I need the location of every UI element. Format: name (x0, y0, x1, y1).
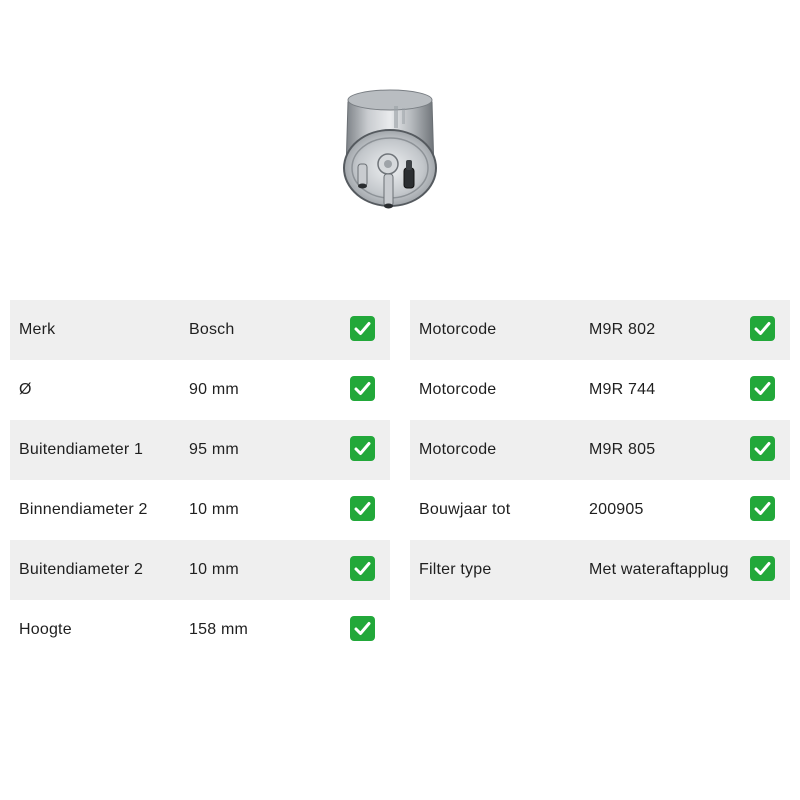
check-icon (350, 616, 375, 641)
check-icon (350, 496, 375, 521)
spec-label: Merk (19, 321, 56, 338)
spec-value: Bosch (189, 321, 235, 338)
check-icon (350, 556, 375, 581)
spec-label: Hoogte (19, 621, 72, 638)
spec-row (410, 360, 790, 420)
spec-row (410, 480, 790, 540)
check-icon (350, 316, 375, 341)
spec-value: Met wateraftapplug (589, 561, 729, 578)
spec-row (410, 540, 790, 600)
check-icon (750, 556, 775, 581)
spec-value: 90 mm (189, 381, 239, 398)
spec-value: M9R 744 (589, 381, 656, 398)
fuel-filter-image (330, 80, 450, 220)
spec-value: M9R 802 (589, 321, 656, 338)
spec-row (10, 360, 390, 420)
spec-value: M9R 805 (589, 441, 656, 458)
spec-label: Motorcode (419, 441, 497, 458)
spec-value: 95 mm (189, 441, 239, 458)
check-icon (750, 316, 775, 341)
spec-value: 10 mm (189, 561, 239, 578)
check-icon (750, 436, 775, 461)
spec-value: 10 mm (189, 501, 239, 518)
spec-table-right (410, 300, 790, 600)
spec-row (10, 420, 390, 480)
spec-row (10, 540, 390, 600)
spec-label: Buitendiameter 1 (19, 441, 144, 458)
spec-row (10, 300, 390, 360)
spec-row (410, 300, 790, 360)
check-icon (750, 376, 775, 401)
spec-label: Filter type (419, 561, 492, 578)
spec-label: Bouwjaar tot (419, 501, 511, 518)
spec-value: 158 mm (189, 621, 248, 638)
spec-label: Ø (19, 381, 32, 398)
spec-value: 200905 (589, 501, 644, 518)
check-icon (750, 496, 775, 521)
spec-row (10, 600, 390, 660)
spec-row (410, 420, 790, 480)
spec-label: Motorcode (419, 321, 497, 338)
spec-label: Buitendiameter 2 (19, 561, 144, 578)
check-icon (350, 376, 375, 401)
spec-row (10, 480, 390, 540)
spec-label: Binnendiameter 2 (19, 501, 148, 518)
spec-table-left (10, 300, 390, 660)
spec-label: Motorcode (419, 381, 497, 398)
check-icon (350, 436, 375, 461)
